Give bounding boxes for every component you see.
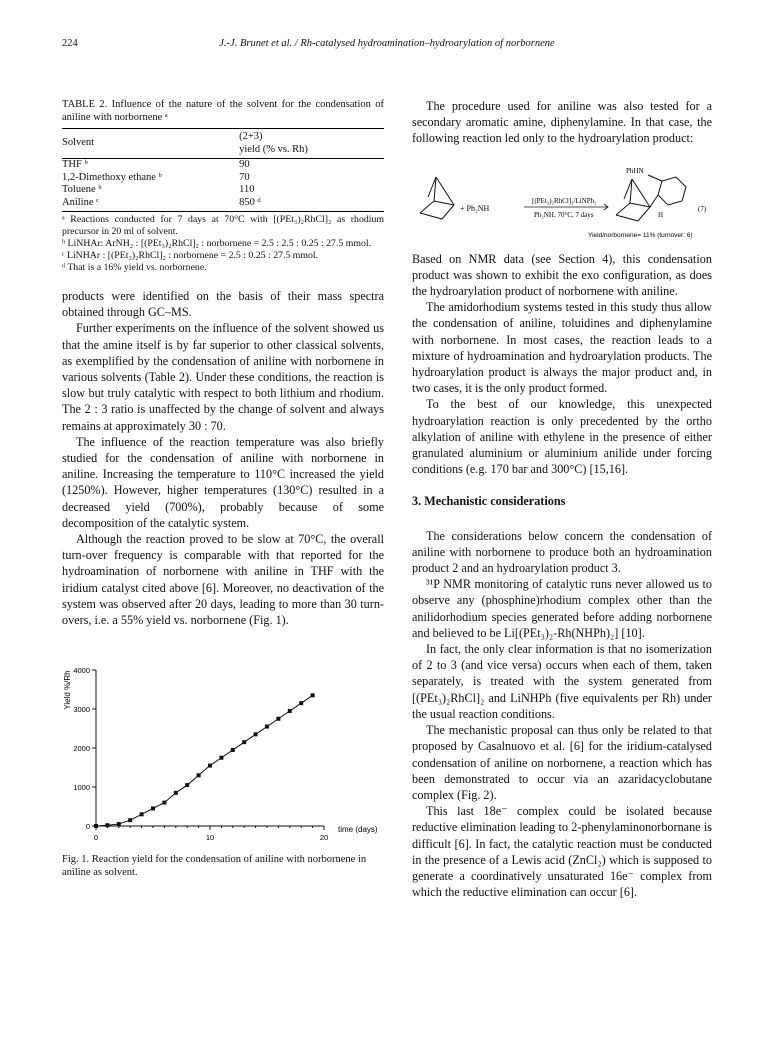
body-paragraph: Although the reaction proved to be slow at 70°C, the overall turn-over frequency is comparable with that reported for the hydroamination of norbornene with aniline in THF with the iridium catalyst cited above [6]. Moreover, no deactivation of the system was observed after 20 days, leading to more than 30 turn-overs, i.e. a 55% yield vs. norbornene (Fig. 1).: [62, 532, 384, 628]
body-paragraph: The influence of the reaction temperature was also briefly studied for the condensation of aniline with norbornene in aniline. Increasing the temperature to 110°C increased the yield (1250%). However, higher temperatures (130°C) resulted in a decreased yield (700%), probably because of some decomposition of the catalytic system.: [62, 434, 384, 530]
table-caption: TABLE 2. Influence of the nature of the solvent for the condensation of aniline with norbornene ᵃ: [62, 99, 384, 123]
x-tick-label: 0: [93, 833, 99, 842]
data-point: [105, 823, 109, 827]
y-tick-label: 1000: [73, 783, 90, 792]
table-row: [62, 159, 384, 172]
table-cell-yield: 850 ᵈ: [239, 196, 261, 208]
table-footnote: ᵇ LiNHAr: ArNH₂ : [(PEt₃)₂RhCl]₂ : norbornene = 2.5 : 2.5 : 0.25 : 27.5 mmol.: [62, 238, 372, 249]
conditions-text: Ph₂NH, 70°C, 7 days: [534, 210, 594, 219]
x-tick-label: 20: [319, 833, 329, 842]
data-point: [288, 709, 292, 713]
yield-chart: [62, 660, 384, 850]
chart-series: [94, 693, 315, 828]
data-point: [299, 701, 303, 705]
body-paragraph: The considerations below concern the condensation of aniline with norbornene to produce both an hydroamination product 2 and an hydroarylation product 3.: [412, 528, 712, 576]
chart-axes: [96, 670, 324, 826]
data-point: [265, 725, 269, 729]
data-point: [208, 764, 212, 768]
table-footnotes: [62, 211, 384, 274]
product-group-text: PhHN: [626, 166, 644, 175]
data-point: [311, 693, 315, 697]
table-cell-yield: 70: [239, 171, 250, 183]
yield-note: Yield/norbornene= 11% (turnover: 6): [588, 231, 693, 239]
data-point: [151, 806, 155, 810]
data-point: [219, 756, 223, 760]
body-paragraph: The procedure used for aniline was also tested for a secondary aromatic amine, diphenylamine. In that case, the following reaction led only to the hydroarylation product:: [412, 99, 712, 146]
right-column: [412, 98, 712, 900]
product-structure: [616, 175, 686, 221]
data-point: [174, 791, 178, 795]
left-column: [62, 98, 384, 628]
table-cell-solvent: 1,2-Dimethoxy ethane ᵇ: [62, 171, 162, 183]
body-paragraph: The amidorhodium systems tested in this study thus allow the condensation of aniline, toluidines and diphenylamine with norbornene. In most cases, the reaction leads to a mixture of hydroamination and hydroarylation products. The hydroarylation product is always the major product and, in two cases, it is the only product formed.: [412, 300, 712, 396]
chart-ticks: [73, 666, 328, 842]
data-point: [94, 824, 98, 828]
body-paragraph: The mechanistic proposal can thus only be related to that proposed by Casalnuovo et al. [6] for the iridium-catalysed condensation of aniline on norbornene, a reaction which has been demonstrated to occur via an azaridacyclobutane complex (Fig. 2).: [412, 723, 712, 802]
table-footnote: ᵃ Reactions conducted for 7 days at 70°C with [(PEt₃)₂RhCl]₂ as rhodium precursor in 20 ml of solvent.: [62, 214, 384, 237]
data-point: [197, 773, 201, 777]
body-paragraph: To the best of our knowledge, this unexpected hydroarylation reaction is only precedented by the ortho alkylation of aniline with ethylene in the presence of either granulated aluminium or aluminium anilide under forcing conditions (e.g. 170 bar and 300°C) [15,16].: [412, 397, 712, 477]
body-paragraph: Based on NMR data (see Section 4), this condensation product was shown to exhibit the exo configuration, as does the hydroarylation product of norbornene with aniline.: [412, 251, 712, 299]
table-footnote: ᵈ That is a 16% yield vs. norbornene.: [62, 262, 207, 273]
y-tick-label: 4000: [73, 666, 90, 675]
body-paragraph: Further experiments on the influence of the solvent showed us that the amine itself is by far superior to other classical solvents, as exemplified by the condensation of aniline with norbornene in various solvents (Table 2). Under these conditions, the reaction is slow but truly catalytic with respect to both lithium and rhodium. The 2 : 3 ratio is unaffected by the change of solvent and always remains at approximately 30 : 70.: [62, 321, 384, 433]
x-tick-label: 10: [205, 833, 215, 842]
y-tick-label: 2000: [73, 744, 90, 753]
reagent-text: + Ph₂NH: [460, 203, 490, 213]
data-point: [254, 732, 258, 736]
y-tick-label: 0: [85, 822, 90, 831]
data-point: [185, 783, 189, 787]
running-title: J.-J. Brunet et al. / Rh-catalysed hydroamination–hydroarylation of norbornene: [219, 38, 555, 49]
data-point: [117, 822, 121, 826]
reaction-scheme-drawing: [412, 157, 712, 243]
body-paragraph: This last 18e⁻ complex could be isolated because reductive elimination leading to 2-phenylaminonorbornane is difficult [6]. In fact, the catalytic reaction must be conducted in the presence of a Lewis acid (ZnCl₂) which is supposed to generate a coordinatively unsaturated 16e⁻ complex from which the reductive elimination can occur [6].: [412, 804, 712, 900]
table-header-solvent: Solvent: [62, 129, 239, 159]
data-point: [162, 801, 166, 805]
data-point: [140, 812, 144, 816]
product-h-text: H: [658, 210, 664, 219]
body-paragraph: ³¹P NMR monitoring of catalytic runs never allowed us to observe any (phosphine)rhodium complex other than the anilidorhodium species generated before adding norbornene and believed to be Li[(PEt₃)₂-Rh(NHPh)₂] [10].: [412, 577, 712, 640]
figure-caption: Fig. 1. Reaction yield for the condensation of aniline with norbornene in aniline as solvent.: [62, 854, 367, 878]
data-point: [231, 748, 235, 752]
norbornene-structure: [420, 177, 454, 219]
table-header-yield-line2: yield (% vs. Rh): [239, 143, 308, 155]
solvent-table: [62, 128, 384, 209]
body-paragraph: In fact, the only clear information is that no isomerization of 2 to 3 (and vice versa) occurs when each of them, taken separately, is treated with the system generated from [(PEt₃)₂RhCl]₂ and LiNHPh (five equivalents per Rh) under the usual reaction conditions.: [412, 642, 712, 721]
table-footnote: ᶜ LiNHAr : [(PEt₃)₂RhCl]₂ : norbornene = 2.5 : 0.25 : 27.5 mmol.: [62, 250, 319, 261]
x-axis-label: time (days): [338, 825, 378, 834]
table-header-yield-line1: (2+3): [239, 131, 263, 142]
series-line: [96, 695, 313, 826]
table-header-yield: [239, 129, 384, 159]
section-title: 3. Mechanistic considerations: [412, 494, 566, 509]
data-point: [276, 717, 280, 721]
equation-number: (7): [698, 204, 707, 213]
page-number: 224: [62, 38, 78, 49]
table-cell-solvent: Aniline ᶜ: [62, 196, 99, 208]
y-axis-label: Yield %/Rh: [63, 670, 72, 710]
catalyst-text: [(PEt₃)₂RhCl]₂/LiNPh₂: [532, 196, 597, 205]
body-paragraph: products were identified on the basis of their mass spectra obtained through GC–MS.: [62, 289, 384, 320]
table-cell-solvent: THF ᵇ: [62, 159, 88, 170]
table-row: [62, 184, 384, 197]
table-cell-yield: 90: [239, 159, 250, 170]
table-cell-yield: 110: [239, 184, 255, 195]
table-cell-solvent: Toluene ᵇ: [62, 184, 102, 195]
data-point: [128, 818, 132, 822]
reaction-scheme: [412, 157, 712, 243]
data-point: [242, 740, 246, 744]
table-row: [62, 197, 384, 210]
table-row: [62, 172, 384, 185]
y-tick-label: 3000: [73, 705, 90, 714]
